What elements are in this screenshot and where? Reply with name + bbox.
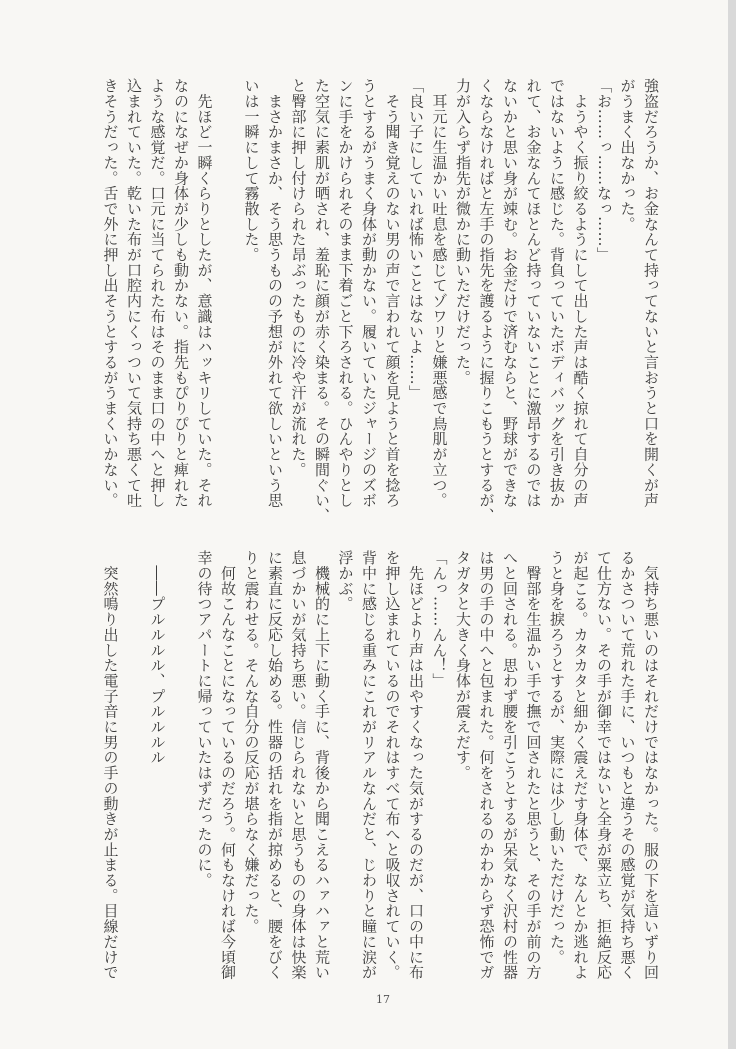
text-column: を押し込まれているのでそれはすべて布へと吸収されていく。: [383, 550, 402, 980]
text-column: 耳元に生温かい吐息を感じてゾワリと嫌悪感で鳥肌が立つ。: [430, 78, 449, 508]
text-column: まさかまさか、そう思うものの予想が外れて欲しいという思: [266, 78, 284, 508]
text-column: ではないように感じた。背負っていたボディバッグを引き抜か: [548, 78, 566, 508]
text-column: 突然鳴り出した電子音に男の手の動きが止まる。目線だけで: [101, 550, 120, 980]
page-number: 17: [376, 993, 390, 1006]
text-column: 気持ち悪いのはそれだけではなかった。服の下を這いずり回: [642, 550, 660, 980]
scan-edge: [728, 0, 736, 1049]
text-column: 背中に感じる重みにこれがリアルなんだと、じわりと瞳に涙が: [360, 550, 378, 980]
text-block-top: [98, 78, 662, 524]
text-column: 「良い子にしていれば怖いことはないよ……」: [407, 78, 425, 401]
text-column: うとするがうまく身体が動かない。履いていたジャージのズボ: [360, 78, 378, 508]
text-column: 先ほど一瞬くらりとしたが、意識はハッキリしていた。それ: [195, 78, 214, 508]
text-column: 何故こんなことになっているのだろう。何もなければ今頃御: [219, 550, 237, 980]
text-column: 機械的に上下に動く手に、背後から聞こえるハァハァと荒い: [313, 550, 331, 980]
text-column: と臀部に押し付けられた昂ぶったものに冷や汗が流れた。: [289, 78, 308, 478]
text-column: 浮かぶ。: [336, 550, 355, 612]
text-column: 「んっ……んん！」: [430, 550, 449, 689]
text-column: ――プルルルル、プルルルル: [148, 550, 167, 765]
text-column: きそうだった。舌で外に押し出そうとするがうまくいかない。: [101, 78, 120, 508]
text-column: いは一瞬にして霧散した。: [242, 78, 261, 263]
text-column: ないかと思い身が竦む。お金だけで済むならと、野球ができな: [501, 78, 519, 508]
text-column: が起こる。カタカタと細かく震えだす身体で、なんとか逃れよ: [571, 550, 590, 980]
text-column: 幸の待つアパートに帰っていたはずだったのに。: [195, 550, 214, 888]
text-column: 力が入らず指先が微かに動いただけだった。: [454, 78, 472, 385]
text-column: りと震わせる。そんな自分の反応が堪らなく嫌だった。: [242, 550, 261, 934]
text-column: ような感覚だ。口元に当てられた布はそのまま口の中へと押し: [148, 78, 167, 508]
text-column: [216, 78, 240, 518]
text-column: ようやく振り絞るようにして出した声は酷く掠れて自分の声: [571, 78, 590, 508]
text-column: 込まれていた。乾いた布が口腔内にくっついて気持ち悪くて吐: [125, 78, 143, 508]
text-column: タガタと大きく身体が震えだす。: [454, 550, 472, 781]
text-column: うと身を捩ろうとするが、実際には少し動いただけだった。: [548, 550, 566, 965]
text-column: は男の手の中へと包まれた。何をされるのかわからず恐怖でガ: [477, 550, 496, 980]
text-column: [169, 550, 193, 990]
text-column: るかさついて荒れた手に、いつもと違うその感覚が気持ち悪く: [618, 550, 637, 980]
text-column: に素直に反応し始める。性器の括れを指が掠めると、腰をびく: [266, 550, 284, 980]
text-column: そう聞き覚えのない男の声で言われて顔を見ようと首を捻ろ: [383, 78, 402, 508]
text-column: 臀部を生温かい手で撫で回されたと思うと、その手が前の方: [524, 550, 543, 980]
text-column: 息づかいが気持ち悪い。信じられないと思うものの身体は快楽: [289, 550, 308, 980]
text-column: 強盗だろうか、お金なんて持ってないと言おうと口を開くが声: [642, 78, 660, 508]
text-column: くならなければと左手の指先を護るように握りこもうとするが、: [477, 78, 496, 524]
text-column: れて、お金なんてほとんど持っていないことに激昂するのでは: [524, 78, 543, 508]
text-column: ンに手をかけられそのまま下着ごと下ろされる。ひんやりとし: [336, 78, 355, 508]
text-column: へと回される。思わず腰を引こうとするが呆気なく沢村の性器: [501, 550, 519, 980]
text-column: [122, 550, 146, 990]
text-column: て仕方ない。その手が御幸ではないと全身が粟立ち、拒絶反応: [595, 550, 613, 980]
text-column: た空気に素肌が晒され、羞恥に顔が赤く染まる。その瞬間ぐい、: [313, 78, 331, 524]
text-column: 先ほどより声は出やすくなった気がするのだが、口の中に布: [407, 550, 425, 980]
text-column: 「お……っ……なっ……」: [595, 78, 613, 263]
text-block-bottom: [98, 550, 662, 990]
text-column: なのになぜか身体が少しも動かない。指先もぴりぴりと痺れた: [172, 78, 190, 508]
text-column: がうまく出なかった。: [618, 78, 637, 232]
